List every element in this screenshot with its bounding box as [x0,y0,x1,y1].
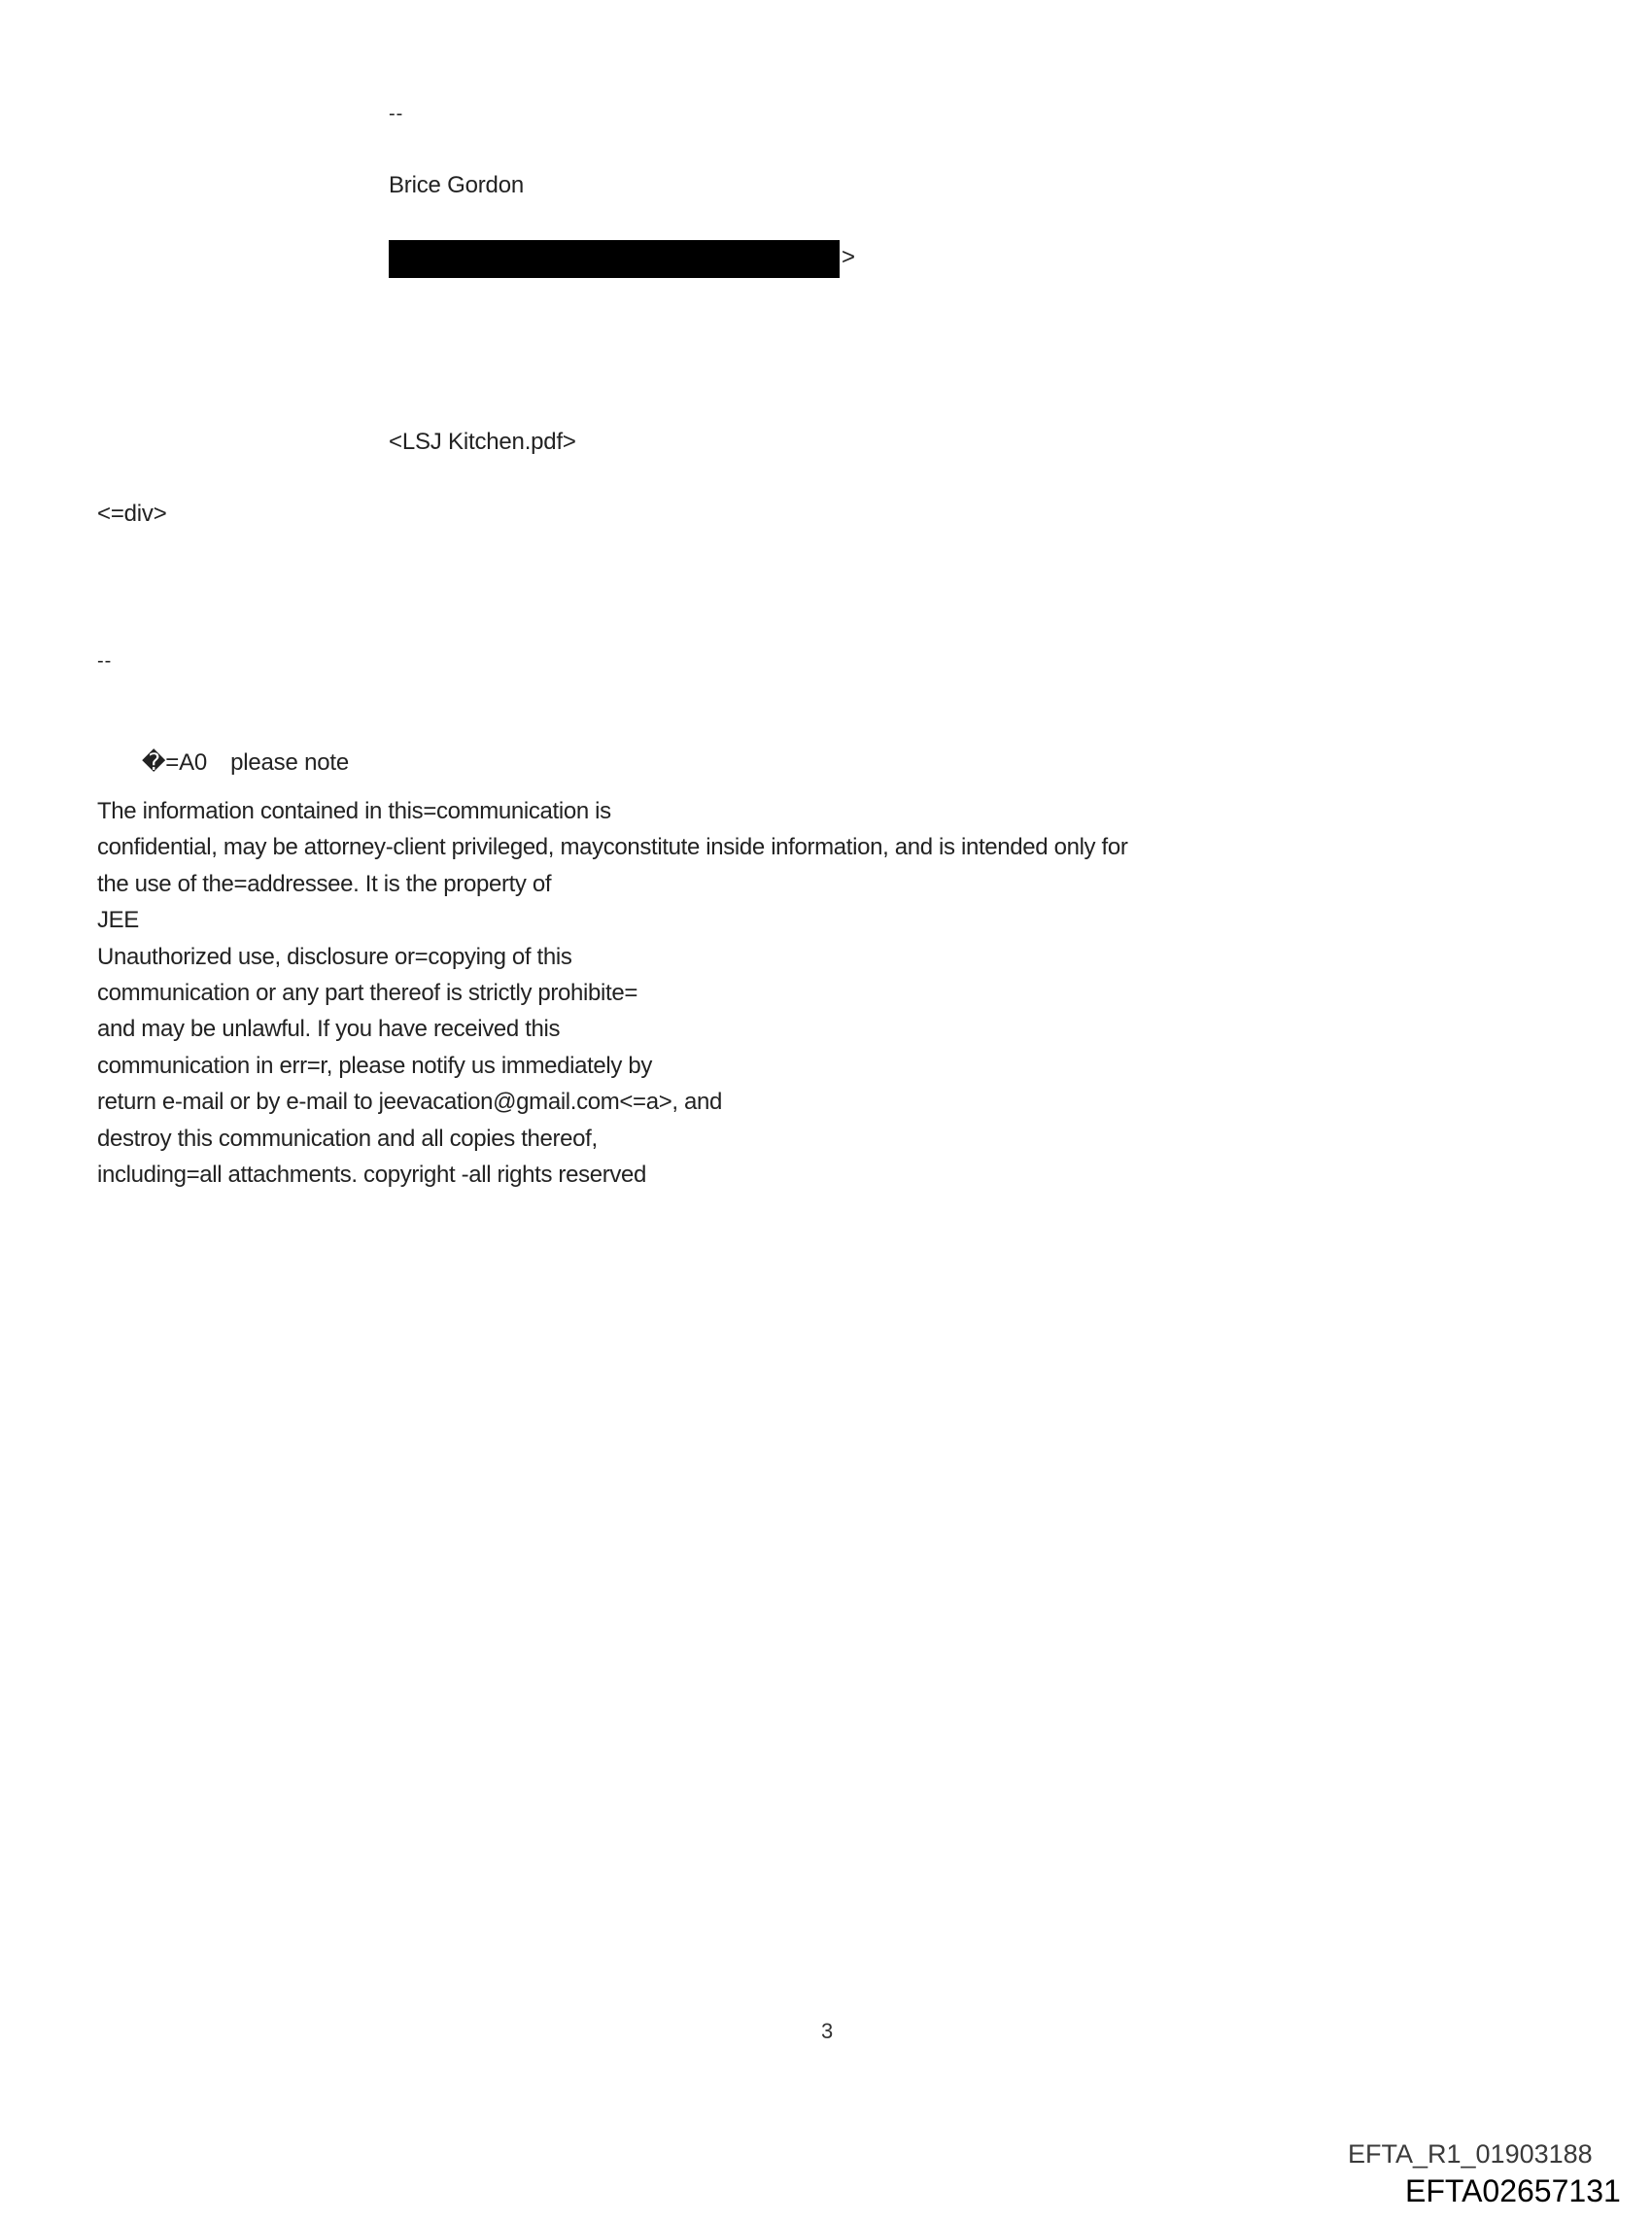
note-text: please note [230,749,349,776]
div-fragment: <=div> [97,501,167,527]
disclaimer-line: confidential, may be attorney-client privileged, mayconstitute inside information, and is intended only for [97,834,1128,861]
disclaimer-line: The information contained in this=communication is [97,798,611,824]
footer-separator: -- [97,650,113,672]
disclaimer-line: including=all attachments. copyright -all rights reserved [97,1161,647,1188]
signature-separator: -- [389,103,404,124]
disclaimer-line: JEE [97,907,139,934]
redacted-email-suffix: > [842,244,855,270]
note-encoded: =A0 [165,749,208,776]
disclaimer-line: communication in err=r, please notify us immediately by [97,1052,653,1079]
disclaimer-line: and may be unlawful. If you have received this [97,1016,561,1043]
disclaimer-line: the use of the=addressee. It is the property of [97,870,552,897]
redaction-bar [389,240,840,278]
disclaimer-line: return e-mail or by e-mail to jeevacation@gmail.com<=a>, and [97,1089,723,1116]
page-number: 3 [821,2019,834,2043]
disclaimer-line: communication or any part thereof is strictly prohibite= [97,979,637,1006]
disclaimer-line: destroy this communication and all copies thereof, [97,1125,598,1152]
confidentiality-disclaimer [97,793,1127,1193]
attachment-name: <LSJ Kitchen.pdf> [389,429,576,455]
sender-name: Brice Gordon [389,172,524,198]
bates-number-secondary: EFTA02657131 [1405,2173,1621,2208]
replacement-character-icon: � [141,749,166,776]
bates-number-primary: EFTA_R1_01903188 [1348,2139,1593,2169]
disclaimer-line: Unauthorized use, disclosure or=copying of this [97,943,572,970]
